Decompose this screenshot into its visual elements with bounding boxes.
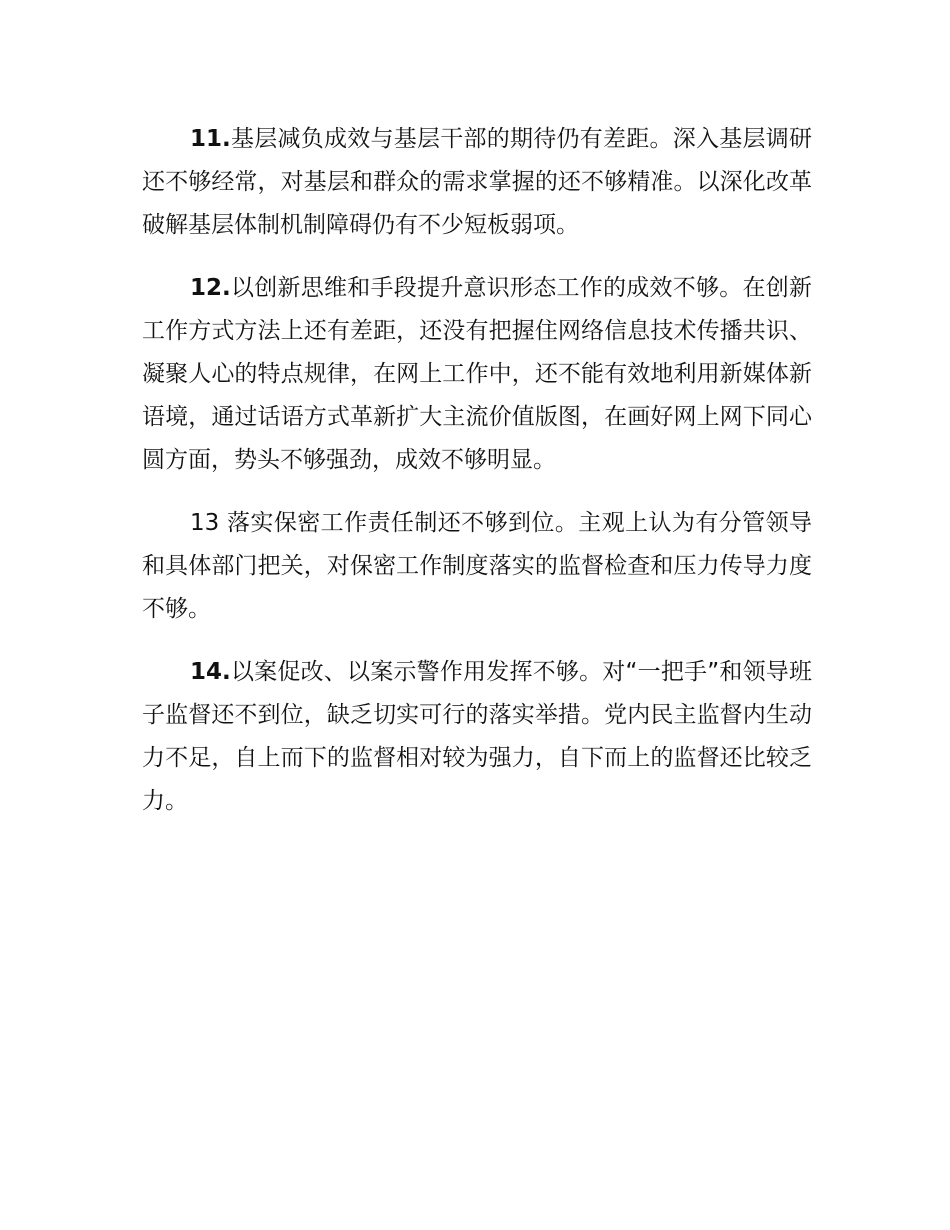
- document-body: [142, 118, 812, 843]
- paragraph-number: 13: [190, 510, 227, 536]
- paragraph-text: 以创新思维和手段提升意识形态工作的成效不够。在创新工作方式方法上还有差距，还没有把握住网络信息技术传播共识、凝聚人心的特点规律，在网上工作中，还不能有效地利用新媒体新语境，通过话语方式革新扩大主流价值版图，在画好网上网下同心圆方面，势头不够强劲，成效不够明显。: [142, 275, 812, 473]
- paragraph-11: [142, 118, 812, 247]
- paragraph-number: 12.: [190, 275, 231, 301]
- paragraph-14: [142, 651, 812, 823]
- paragraph-12: [142, 267, 812, 482]
- paragraph-text: 以案促改、以案示警作用发挥不够。对“一把手”和领导班子监督还不到位，缺乏切实可行的落实举措。党内民主监督内生动力不足，自上而下的监督相对较为强力，自下而上的监督还比较乏力。: [142, 659, 812, 814]
- paragraph-number: 14.: [190, 659, 231, 685]
- paragraph-text: 落实保密工作责任制还不够到位。主观上认为有分管领导和具体部门把关，对保密工作制度落实的监督检查和压力传导力度不够。: [142, 510, 813, 622]
- paragraph-13: [142, 502, 812, 631]
- paragraph-text: 基层减负成效与基层干部的期待仍有差距。深入基层调研还不够经常，对基层和群众的需求掌握的还不够精准。以深化改革破解基层体制机制障碍仍有不少短板弱项。: [142, 126, 812, 238]
- paragraph-number: 11.: [190, 126, 231, 152]
